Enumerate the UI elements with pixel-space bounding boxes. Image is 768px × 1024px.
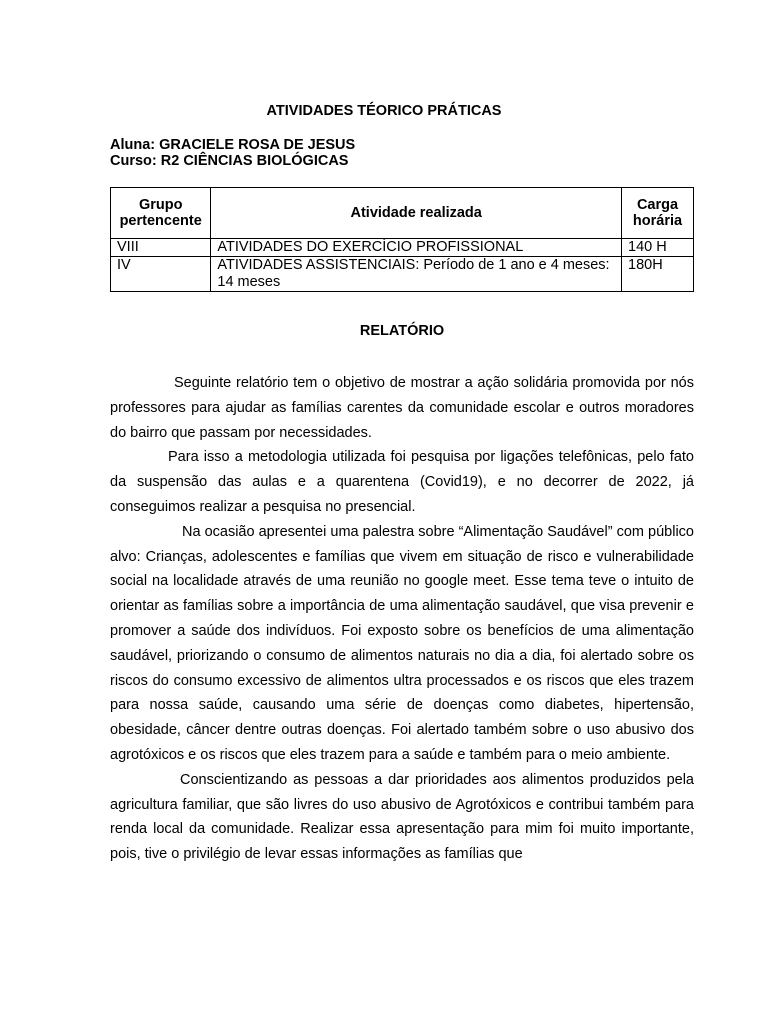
table-header-row bbox=[111, 188, 694, 239]
activities-table bbox=[110, 187, 694, 292]
report-body bbox=[110, 371, 694, 867]
paragraph: Na ocasião apresentei uma palestra sobre “Alimentação Saudável” com público alvo: Crianças, adolescentes e famílias que vivem em situação de risco e vulnerabilidade social na localidade através de uma reunião no google meet. Esse tema teve o intuito de orientar as famílias sobre a importância de uma alimentação saudável, que visa prevenir e promover a saúde dos indivíduos. Foi exposto sobre os benefícios de uma alimentação saudável, priorizando o consumo de alimentos naturais no dia a dia, foi alertado sobre os riscos do consumo excessivo de alimentos ultra processados e os riscos que eles trazem para nossa saúde, causando uma série de doenças como diabetes, hipertensão, obesidade, câncer dentre outras doenças. Foi alertado também sobre o uso abusivo dos agrotóxicos e os riscos que eles trazem para a saúde e também para o meio ambiente. bbox=[110, 523, 694, 763]
section-title: RELATÓRIO bbox=[359, 323, 445, 339]
header-carga: Carga horária bbox=[622, 188, 694, 239]
cell-atividade: ATIVIDADES DO EXERCÍCIO PROFISSIONAL bbox=[211, 239, 622, 257]
course-name: Curso: R2 CIÊNCIAS BIOLÓGICAS bbox=[110, 153, 349, 169]
paragraph: Conscientizando as pessoas a dar prioridades aos alimentos produzidos pela agricultura familiar, que são livres do uso abusivo de Agrotóxicos e contribui também para renda local da comunidade. Realizar essa apresentação para mim foi muito importante, pois, tive o privilégio de levar essas informações as famílias que bbox=[110, 771, 694, 863]
cell-carga: 180H bbox=[622, 257, 694, 292]
document-title: ATIVIDADES TÉORICO PRÁTICAS bbox=[266, 103, 502, 119]
paragraph: Seguinte relatório tem o objetivo de mostrar a ação solidária promovida por nós professores para ajudar as famílias carentes da comunidade escolar e outros moradores do bairro que passam por necessidades. bbox=[110, 375, 694, 441]
header-atividade: Atividade realizada bbox=[211, 188, 622, 239]
header-grupo: Grupo pertencente bbox=[111, 188, 211, 239]
cell-grupo: IV bbox=[111, 257, 211, 292]
cell-atividade: ATIVIDADES ASSISTENCIAIS: Período de 1 ano e 4 meses: 14 meses bbox=[211, 257, 622, 292]
cell-grupo: VIII bbox=[111, 239, 211, 257]
paragraph: Para isso a metodologia utilizada foi pesquisa por ligações telefônicas, pelo fato da suspensão das aulas e a quarentena (Covid19), e no decorrer de 2022, já conseguimos realizar a pesquisa no presencial. bbox=[110, 449, 694, 515]
table-row bbox=[111, 257, 694, 292]
cell-carga: 140 H bbox=[622, 239, 694, 257]
table-row bbox=[111, 239, 694, 257]
student-name: Aluna: GRACIELE ROSA DE JESUS bbox=[110, 137, 356, 153]
